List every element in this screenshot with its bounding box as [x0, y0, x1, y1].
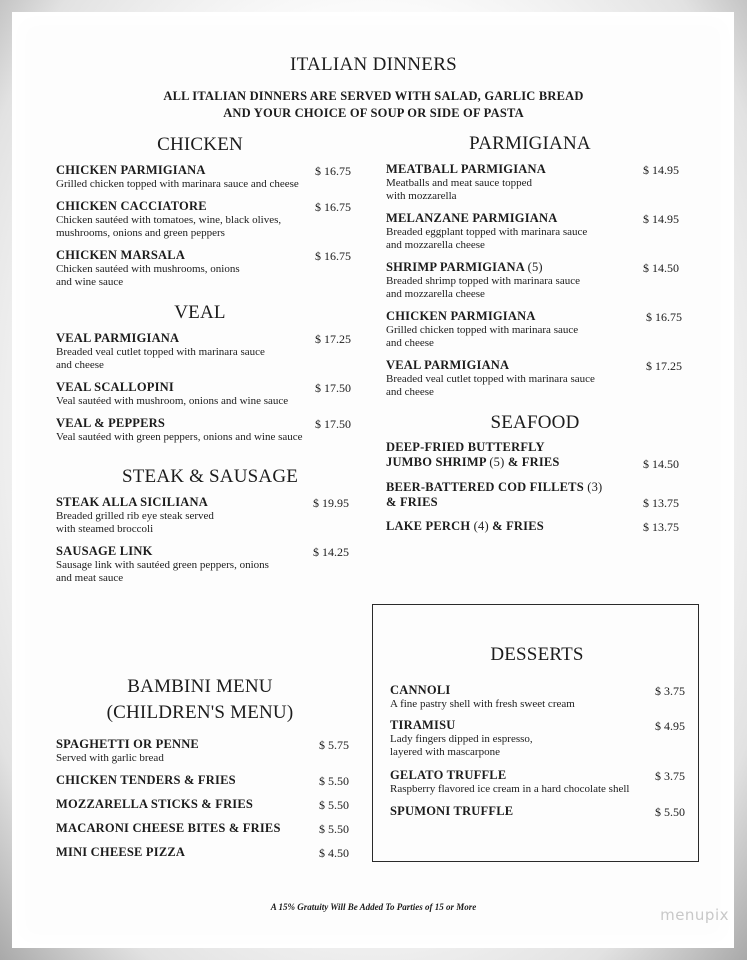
item-count: (5): [527, 260, 543, 274]
item-price: $ 16.75: [646, 310, 682, 324]
item-description: and wine sauce: [56, 276, 124, 288]
item-name: CHICKEN PARMIGIANA: [56, 163, 206, 177]
item-price: $ 16.75: [315, 164, 351, 178]
item-name: CHICKEN CACCIATORE: [56, 199, 207, 213]
item-description: Breaded veal cutlet topped with marinara sauce: [56, 346, 265, 358]
item-name-text: & FRIES: [492, 519, 544, 533]
menu-item: [390, 768, 629, 796]
item-price: $ 4.95: [655, 719, 685, 733]
item-price: $ 5.50: [319, 822, 349, 836]
menu-item: [390, 804, 513, 819]
item-description: with steamed broccoli: [56, 523, 154, 535]
item-description: Breaded veal cutlet topped with marinara sauce: [386, 373, 595, 385]
item-description: and cheese: [386, 337, 434, 349]
menu-item: [386, 260, 580, 301]
item-description: Breaded grilled rib eye steak served: [56, 510, 214, 522]
menu-item: [56, 845, 185, 860]
item-description: Breaded eggplant topped with marinara sauce: [386, 226, 588, 238]
item-name: CHICKEN MARSALA: [56, 248, 186, 262]
chicken-heading: CHICKEN: [157, 134, 243, 155]
item-name: MOZZARELLA STICKS & FRIES: [56, 797, 254, 811]
menu-item: [56, 737, 199, 765]
item-name-text: & FRIES: [507, 455, 560, 469]
menu-item: [386, 358, 595, 399]
item-count: (4): [473, 519, 489, 533]
item-price: $ 13.75: [643, 520, 679, 534]
item-name: SAUSAGE LINK: [56, 544, 153, 558]
desserts-heading: DESSERTS: [490, 644, 584, 665]
item-name: [386, 260, 580, 275]
parmigiana-heading: PARMIGIANA: [469, 133, 591, 154]
watermark: menupix: [660, 906, 729, 924]
item-description: A fine pastry shell with fresh sweet cream: [390, 698, 575, 710]
menu-item: [56, 773, 236, 788]
menu-item: [386, 480, 602, 510]
item-price: $ 17.25: [315, 332, 351, 346]
subtitle-line-2: AND YOUR CHOICE OF SOUP OR SIDE OF PASTA: [223, 106, 524, 120]
item-name: SPUMONI TRUFFLE: [390, 804, 514, 818]
item-name: & FRIES: [386, 495, 438, 509]
item-name: [386, 455, 560, 470]
item-name: VEAL PARMIGIANA: [56, 331, 180, 345]
item-description: Lady fingers dipped in espresso,: [390, 733, 533, 745]
item-name: SPAGHETTI OR PENNE: [56, 737, 199, 751]
item-price: $ 19.95: [313, 496, 349, 510]
item-description: Raspberry flavored ice cream in a hard chocolate shell: [390, 783, 630, 795]
menu-item: [56, 495, 214, 536]
item-description: Chicken sautéed with mushrooms, onions: [56, 263, 240, 275]
menu-item: [56, 544, 269, 585]
item-name: CANNOLI: [390, 683, 451, 697]
item-name: CHICKEN PARMIGIANA: [386, 309, 536, 323]
menu-item: [56, 248, 240, 289]
item-price: $ 17.50: [315, 381, 351, 395]
item-description: and cheese: [386, 386, 434, 398]
item-price: $ 14.95: [643, 212, 679, 226]
item-name-text: BEER-BATTERED COD FILLETS: [386, 480, 584, 494]
item-name-text: LAKE PERCH: [386, 519, 471, 533]
item-name: MINI CHEESE PIZZA: [56, 845, 186, 859]
item-name: STEAK ALLA SICILIANA: [56, 495, 208, 509]
item-count: (5): [489, 455, 505, 469]
item-description: Breaded shrimp topped with marinara sauce: [386, 275, 580, 287]
menu-item: [56, 416, 303, 444]
item-price: $ 13.75: [643, 496, 679, 510]
item-price: $ 3.75: [655, 684, 685, 698]
menu-item: [386, 519, 544, 534]
item-name: DEEP-FRIED BUTTERFLY: [386, 440, 545, 454]
item-description: Sausage link with sautéed green peppers, onions: [56, 559, 269, 571]
item-description: Chicken sautéed with tomatoes, wine, black olives,: [56, 214, 282, 226]
item-price: $ 3.75: [655, 769, 685, 783]
menu-item: [56, 797, 253, 812]
item-description: Grilled chicken topped with marinara sauce: [386, 324, 579, 336]
seafood-heading: SEAFOOD: [490, 412, 580, 433]
item-description: layered with mascarpone: [390, 746, 500, 758]
item-name: MELANZANE PARMIGIANA: [386, 211, 558, 225]
item-description: with mozzarella: [386, 190, 457, 202]
menu-item: [56, 199, 281, 240]
item-name: MEATBALL PARMIGIANA: [386, 162, 546, 176]
page-title: ITALIAN DINNERS: [289, 54, 458, 75]
item-description: mushrooms, onions and green peppers: [56, 227, 225, 239]
menu-item: [386, 162, 546, 203]
item-description: Grilled chicken topped with marinara sauce and cheese: [56, 178, 299, 190]
subtitle-line-1: ALL ITALIAN DINNERS ARE SERVED WITH SALAD, GARLIC BREAD: [163, 89, 584, 103]
item-price: $ 14.50: [643, 457, 679, 471]
item-price: $ 5.75: [319, 738, 349, 752]
item-count: (3): [587, 480, 603, 494]
item-price: $ 4.50: [319, 846, 349, 860]
item-name: GELATO TRUFFLE: [390, 768, 507, 782]
item-name-text: SHRIMP PARMIGIANA: [386, 260, 525, 274]
menu-item: [56, 821, 281, 836]
item-price: $ 14.25: [313, 545, 349, 559]
item-price: $ 14.95: [643, 163, 679, 177]
item-name: [386, 480, 602, 495]
item-name-text: JUMBO SHRIMP: [386, 455, 486, 469]
item-price: $ 16.75: [315, 249, 351, 263]
menu-item: [56, 380, 288, 408]
bambini-heading: BAMBINI MENU: [127, 676, 273, 697]
item-description: Veal sautéed with green peppers, onions and wine sauce: [56, 431, 303, 443]
item-name: VEAL & PEPPERS: [56, 416, 166, 430]
menu-item: [390, 718, 533, 759]
item-price: $ 14.50: [643, 261, 679, 275]
item-description: and mozzarella cheese: [386, 239, 485, 251]
menu-item: [56, 163, 299, 191]
item-description: and cheese: [56, 359, 104, 371]
steak-sausage-heading: STEAK & SAUSAGE: [121, 466, 299, 487]
menu-item: [390, 683, 575, 711]
item-description: and meat sauce: [56, 572, 124, 584]
menu-item: [386, 211, 587, 252]
veal-heading: VEAL: [174, 302, 226, 323]
item-name: CHICKEN TENDERS & FRIES: [56, 773, 236, 787]
item-name: VEAL PARMIGIANA: [386, 358, 510, 372]
menu-item: [56, 331, 265, 372]
menu-item: [386, 440, 560, 470]
gratuity-note: A 15% Gratuity Will Be Added To Parties of 15 or More: [270, 902, 477, 912]
item-price: $ 5.50: [655, 805, 685, 819]
item-name: TIRAMISU: [390, 718, 456, 732]
item-description: Served with garlic bread: [56, 752, 164, 764]
item-description: and mozzarella cheese: [386, 288, 485, 300]
item-price: $ 5.50: [319, 798, 349, 812]
item-price: $ 17.50: [315, 417, 351, 431]
item-price: $ 5.50: [319, 774, 349, 788]
item-name: VEAL SCALLOPINI: [56, 380, 174, 394]
item-name: [386, 519, 544, 534]
bambini-subheading: (CHILDREN'S MENU): [106, 702, 294, 723]
menu-item: [386, 309, 578, 350]
item-description: Meatballs and meat sauce topped: [386, 177, 533, 189]
item-price: $ 16.75: [315, 200, 351, 214]
item-description: Veal sautéed with mushroom, onions and wine sauce: [56, 395, 289, 407]
item-price: $ 17.25: [646, 359, 682, 373]
item-name: MACARONI CHEESE BITES & FRIES: [56, 821, 281, 835]
